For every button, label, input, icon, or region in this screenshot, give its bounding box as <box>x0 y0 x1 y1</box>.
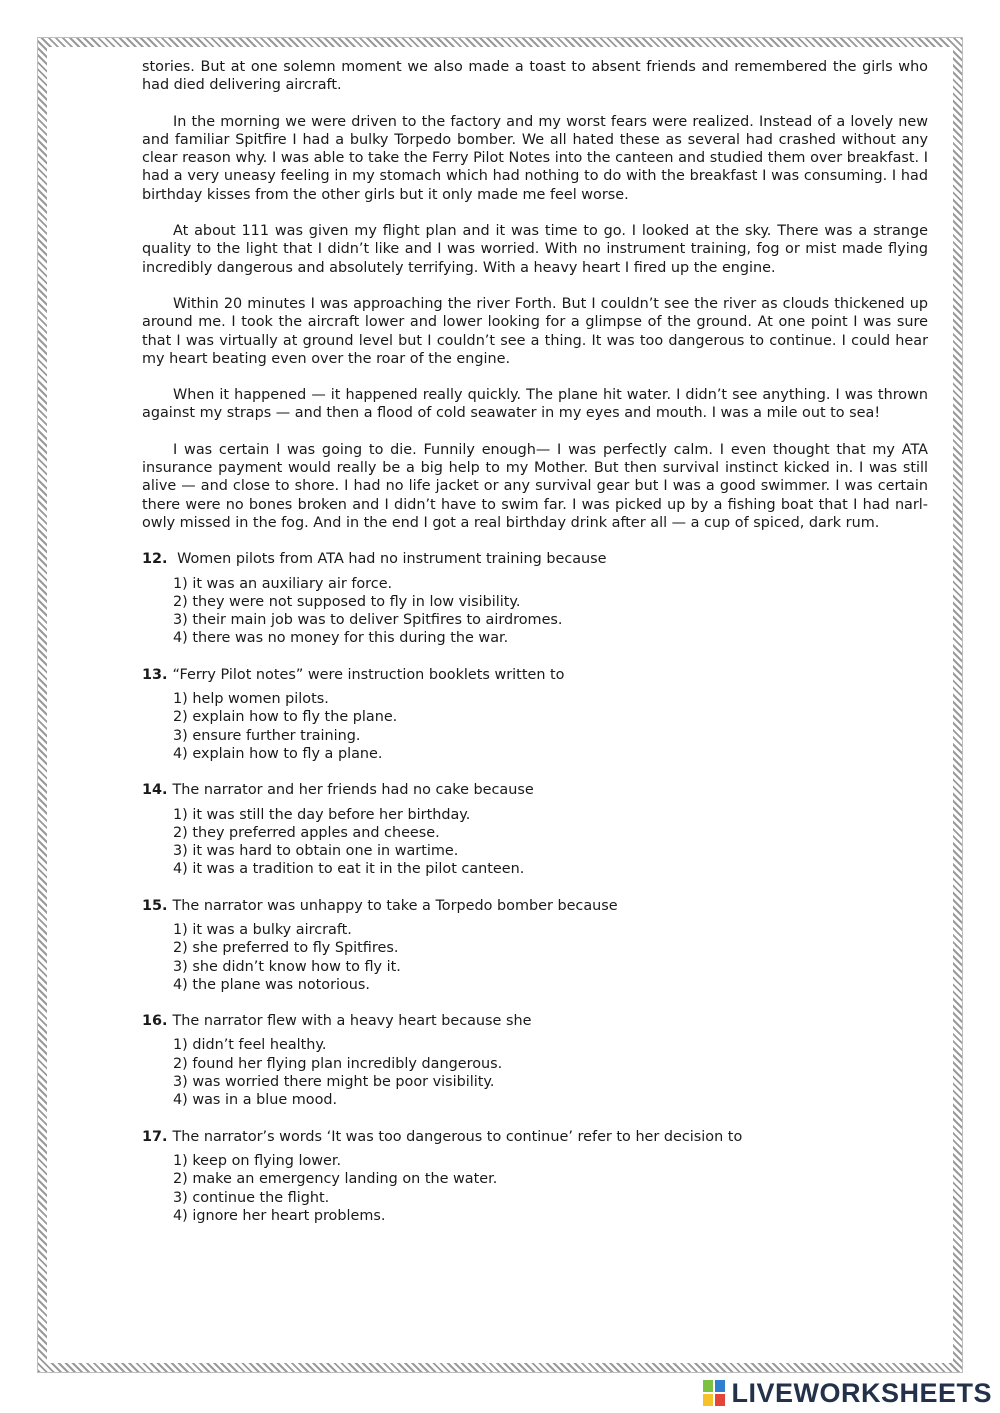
question-text: The narrator’s words ‘It was too dangerous to continue’ refer to her decision to <box>172 1128 743 1145</box>
answer-option: 2) she preferred to fly Spitfires. <box>173 940 399 957</box>
answer-options <box>142 575 928 648</box>
answer-option: 2) make an emergency landing on the water. <box>173 1171 498 1188</box>
answer-options <box>142 690 928 763</box>
answer-option: 4) explain how to fly a plane. <box>173 745 383 762</box>
question-16 <box>142 1012 928 1109</box>
worksheet-content <box>142 58 928 1243</box>
question-text: The narrator was unhappy to take a Torpedo bomber because <box>172 897 618 914</box>
answer-option: 3) their main job was to deliver Spitfires to airdromes. <box>173 612 563 629</box>
answer-option: 3) ensure further training. <box>173 727 361 744</box>
answer-option: 1) it was an auxiliary air force. <box>173 575 393 592</box>
question-number: 14. <box>142 782 168 799</box>
logo-mark-tile <box>703 1394 713 1406</box>
question-number: 16. <box>142 1013 168 1030</box>
answer-options <box>142 921 928 994</box>
question-14 <box>142 781 928 878</box>
answer-options <box>142 1036 928 1109</box>
passage-paragraph: In the morning we were driven to the factory and my worst fears were realized. Instead of a lovely new and familiar Spitfire I had a bulky Torpedo bomber. We all hated these as several had crashed without any clear reason why. I was able to take the Ferry Pilot Notes into the canteen and studied them over breakfast. I had a very uneasy feeling in my stomach which had nothing to do with the breakfast I was consuming. I had birthday kisses from the other girls but it only made me feel worse. <box>142 113 928 203</box>
answer-option: 1) it was still the day before her birthday. <box>173 806 471 823</box>
answer-option: 2) found her flying plan incredibly dangerous. <box>173 1055 503 1072</box>
question-text: Women pilots from ATA had no instrument training because <box>172 551 607 568</box>
answer-option: 2) they preferred apples and cheese. <box>173 824 440 841</box>
answer-option: 2) they were not supposed to fly in low visibility. <box>173 593 521 610</box>
answer-option: 4) was in a blue mood. <box>173 1092 338 1109</box>
passage-paragraph: When it happened — it happened really quickly. The plane hit water. I didn’t see anything. I was thrown against my straps — and then a flood of cold seawater in my eyes and mouth. I was a mile out to sea! <box>142 387 928 422</box>
question-list <box>142 550 928 1225</box>
question-stem <box>142 1012 928 1030</box>
passage-paragraph: At about 111 was given my flight plan and it was time to go. I looked at the sky. There was a strange quality to the light that I didn’t like and I was worried. With no instrument training, fog or mist made flying incredibly dangerous and absolutely terrifying. With a heavy heart I fired up the engine. <box>142 223 928 276</box>
question-12 <box>142 550 928 647</box>
answer-option: 4) it was a tradition to eat it in the pilot canteen. <box>173 861 525 878</box>
answer-option: 1) it was a bulky aircraft. <box>173 921 352 938</box>
answer-option: 4) the plane was notorious. <box>173 976 370 993</box>
question-number: 17. <box>142 1128 168 1145</box>
liveworksheets-mark-icon <box>703 1380 725 1406</box>
answer-option: 4) there was no money for this during the war. <box>173 630 509 647</box>
answer-option: 1) help women pilots. <box>173 691 329 708</box>
question-15 <box>142 897 928 994</box>
answer-option: 3) was worried there might be poor visibility. <box>173 1074 495 1091</box>
question-number: 13. <box>142 666 168 683</box>
reading-passage <box>142 58 928 532</box>
question-text: The narrator and her friends had no cake because <box>172 782 534 799</box>
liveworksheets-logo[interactable] <box>703 1377 992 1409</box>
question-text: “Ferry Pilot notes” were instruction booklets written to <box>172 666 565 683</box>
question-number: 15. <box>142 897 168 914</box>
passage-paragraph: I was certain I was going to die. Funnily enough— I was perfectly calm. I even thought that my ATA insurance payment would really be a big help to my Mother. But then survival instinct kicked in. I was still alive — and close to shore. I had no life jacket or any survival gear but I was a good swimmer. I was certain there were no bones broken and I didn’t have to swim far. I was picked up by a fishing boat that I had narl-owly missed in the fog. And in the end I got a real birthday drink after all — a cup of spiced, dark rum. <box>142 441 928 531</box>
answer-option: 3) continue the flight. <box>173 1189 330 1206</box>
logo-mark-tile <box>715 1380 725 1392</box>
question-17 <box>142 1128 928 1225</box>
passage-paragraph: Within 20 minutes I was approaching the river Forth. But I couldn’t see the river as clouds thickened up around me. I took the aircraft lower and lower looking for a glimpse of the ground. At one point I was sure that I was virtually at ground level but I couldn’t see a thing. It was too dangerous to continue. I could hear my heart beating even over the roar of the engine. <box>142 295 928 367</box>
question-stem <box>142 781 928 799</box>
answer-option: 2) explain how to fly the plane. <box>173 709 398 726</box>
answer-option: 1) keep on flying lower. <box>173 1152 342 1169</box>
answer-options <box>142 806 928 879</box>
answer-option: 4) ignore her heart problems. <box>173 1207 386 1224</box>
question-number: 12. <box>142 551 168 568</box>
question-text: The narrator flew with a heavy heart because she <box>172 1013 532 1030</box>
question-stem <box>142 550 928 568</box>
question-13 <box>142 666 928 763</box>
question-stem <box>142 897 928 915</box>
answer-options <box>142 1152 928 1225</box>
answer-option: 1) didn’t feel healthy. <box>173 1037 327 1054</box>
answer-option: 3) she didn’t know how to fly it. <box>173 958 401 975</box>
question-stem <box>142 666 928 684</box>
answer-option: 3) it was hard to obtain one in wartime. <box>173 843 459 860</box>
logo-text: LIVEWORKSHEETS <box>731 1377 992 1408</box>
logo-mark-tile <box>703 1380 713 1392</box>
question-stem <box>142 1128 928 1146</box>
logo-mark-tile <box>715 1394 725 1406</box>
passage-paragraph: stories. But at one solemn moment we also made a toast to absent friends and remembered the girls who had died delivering aircraft. <box>142 59 928 94</box>
